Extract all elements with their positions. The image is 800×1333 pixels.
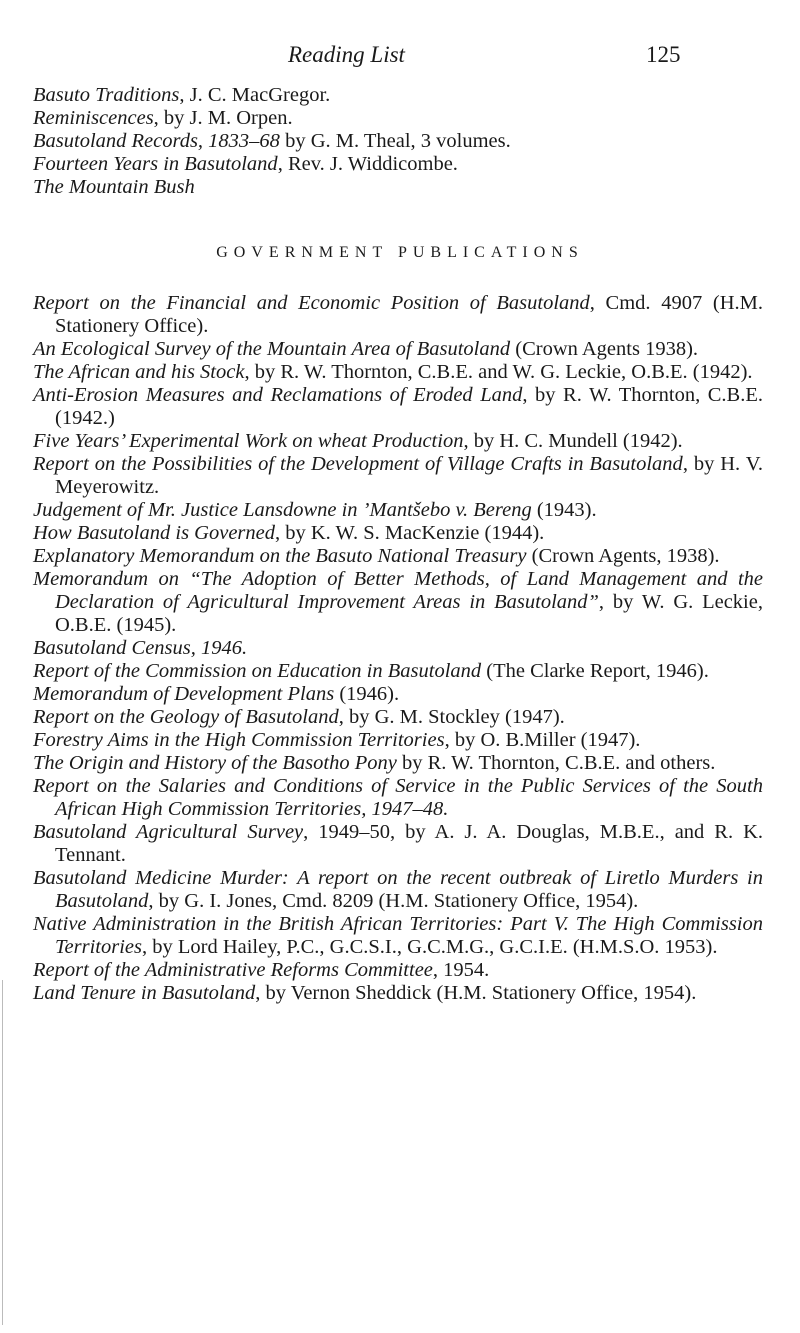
list-entry — [33, 752, 763, 775]
entry-details: , Cmd. 4907 (H.M. Stationery Office). — [55, 292, 763, 337]
entry-title: Report on the Geology of Basutoland — [33, 706, 339, 728]
list-entry — [33, 107, 763, 130]
section-heading: GOVERNMENT PUBLICATIONS — [216, 244, 584, 261]
entry-title: Forestry Aims in the High Commission Territories — [33, 729, 445, 751]
entry-title: Basutoland Census, 1946. — [33, 637, 248, 659]
list-entry — [33, 499, 763, 522]
entry-details: by R. W. Thornton, C.B.E. and others. — [396, 752, 716, 774]
entry-details: , by K. W. S. MacKenzie (1944). — [275, 522, 545, 544]
list-entry — [33, 84, 763, 107]
list-entry — [33, 153, 763, 176]
entry-details: , Rev. J. Widdicombe. — [277, 153, 458, 175]
list-entry — [33, 453, 763, 499]
list-entry — [33, 176, 763, 199]
list-entry — [33, 338, 763, 361]
entry-title: Basutoland Medicine Murder: A report on the recent outbreak of Liretlo Murders in Basutoland — [33, 867, 763, 912]
entry-title: Native Administration in the British African Territories: Part V. The High Commission Territories — [33, 913, 763, 958]
entry-title: Land Tenure in Basutoland — [33, 982, 256, 1004]
entry-details: , by Vernon Sheddick (H.M. Stationery Office, 1954). — [255, 982, 697, 1004]
entry-details: , by H. C. Mundell (1942). — [463, 430, 683, 452]
entry-title: Report on the Financial and Economic Position of Basutoland — [33, 292, 590, 314]
entry-details: , by R. W. Thornton, C.B.E. and W. G. Leckie, O.B.E. (1942). — [244, 361, 753, 383]
entry-title: Anti-Erosion Measures and Reclamations of Eroded Land — [33, 384, 523, 406]
entry-details: , by J. M. Orpen. — [153, 107, 293, 129]
entry-details: (Crown Agents 1938). — [510, 338, 699, 360]
entry-title: Explanatory Memorandum on the Basuto National Treasury — [33, 545, 527, 567]
list-entry — [33, 637, 763, 660]
entry-title: Reminiscences — [33, 107, 154, 129]
list-entry — [33, 545, 763, 568]
list-entry — [33, 706, 763, 729]
entry-title: Basutoland Records, 1833–68 — [33, 130, 280, 152]
list-entry — [33, 729, 763, 752]
entry-title: The African and his Stock — [33, 361, 245, 383]
list-entry — [33, 959, 763, 982]
running-head — [0, 42, 800, 72]
entry-title: Report of the Administrative Reforms Committee — [33, 959, 433, 981]
list-entry — [33, 384, 763, 430]
entry-details: , by H. V. Meyerowitz. — [55, 453, 763, 498]
reading-list-government-publications — [33, 292, 763, 1005]
entry-title: Report of the Commission on Education in Basutoland — [33, 660, 482, 682]
list-entry — [33, 130, 763, 153]
entry-details: , by W. G. Leckie, O.B.E. (1945). — [55, 591, 763, 636]
entry-title: Report on the Possibilities of the Development of Village Crafts in Basutoland — [33, 453, 683, 475]
entry-title: How Basutoland is Governed — [33, 522, 275, 544]
list-entry — [33, 821, 763, 867]
entry-details: (Crown Agents, 1938). — [526, 545, 720, 567]
entry-details: , by G. I. Jones, Cmd. 8209 (H.M. Stationery Office, 1954). — [148, 890, 639, 912]
entry-title: The Mountain Bush — [33, 176, 195, 198]
list-entry — [33, 913, 763, 959]
running-title: Reading List — [288, 42, 405, 67]
entry-details: (1943). — [531, 499, 597, 521]
entry-details: , by O. B.Miller (1947). — [444, 729, 641, 751]
list-entry — [33, 361, 763, 384]
entry-details: , by G. M. Stockley (1947). — [338, 706, 565, 728]
list-entry — [33, 660, 763, 683]
entry-details: , by Lord Hailey, P.C., G.C.S.I., G.C.M.G., G.C.I.E. (H.M.S.O. 1953). — [141, 936, 718, 958]
entry-details: (1946). — [334, 683, 400, 705]
list-entry — [33, 982, 763, 1005]
reading-list-books — [33, 84, 763, 199]
margin-rule — [2, 980, 3, 1325]
entry-title: Basutoland Agricultural Survey — [33, 821, 304, 843]
entry-details: , by R. W. Thornton, C.B.E. (1942.) — [55, 384, 763, 429]
list-entry — [33, 683, 763, 706]
list-entry — [33, 568, 763, 637]
list-entry — [33, 775, 763, 821]
list-entry — [33, 292, 763, 338]
entry-title: Report on the Salaries and Conditions of Service in the Public Services of the South African High Commission Territories, 1947–48. — [33, 775, 763, 820]
entry-title: Basuto Traditions — [33, 84, 180, 106]
entry-details: by G. M. Theal, 3 volumes. — [279, 130, 511, 152]
entry-title: Fourteen Years in Basutoland — [33, 153, 278, 175]
entry-details: , 1954. — [432, 959, 490, 981]
page-number: 125 — [646, 42, 681, 67]
entry-title: Five Years’ Experimental Work on wheat Production — [33, 430, 464, 452]
entry-details: , J. C. MacGregor. — [179, 84, 331, 106]
entry-details: (The Clarke Report, 1946). — [481, 660, 709, 682]
entry-details: , 1949–50, by A. J. A. Douglas, M.B.E., and R. K. Tennant. — [55, 821, 764, 866]
entry-title: An Ecological Survey of the Mountain Area of Basutoland — [33, 338, 511, 360]
entry-title: Memorandum of Development Plans — [33, 683, 335, 705]
entry-title: The Origin and History of the Basotho Pony — [33, 752, 397, 774]
list-entry — [33, 522, 763, 545]
entry-title: Judgement of Mr. Justice Lansdowne in ’Mantšebo v. Bereng — [33, 499, 532, 521]
entry-title: Memorandum on “The Adoption of Better Methods, of Land Management and the Declaration of Agricultural Improvement Areas in Basutoland” — [33, 568, 763, 613]
list-entry — [33, 430, 763, 453]
list-entry — [33, 867, 763, 913]
